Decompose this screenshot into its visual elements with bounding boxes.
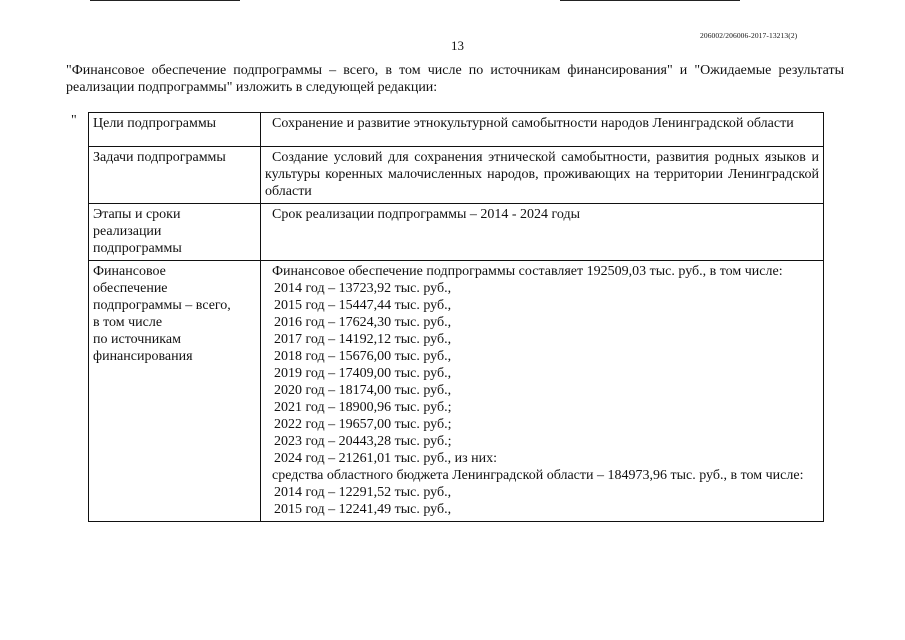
subprogram-passport-table <box>88 112 824 522</box>
document-number: 206002/206006-2017-13213(2) <box>700 31 798 40</box>
finance-year-line: 2020 год – 18174,00 тыс. руб., <box>274 383 452 398</box>
finance-year-line: 2017 год – 14192,12 тыс. руб., <box>274 332 452 347</box>
row-text-stages: Срок реализации подпрограммы – 2014 - 2024 годы <box>261 204 824 261</box>
table-row <box>89 147 824 204</box>
finance-year-line: 2022 год – 19657,00 тыс. руб.; <box>274 417 452 432</box>
row-label-finance-line: по источникам <box>93 332 181 347</box>
row-label-goals: Цели подпрограммы <box>89 113 261 147</box>
row-label-finance-line: обеспечение <box>93 281 168 296</box>
finance-total-text: Финансовое обеспечение подпрограммы составляет 192509,03 тыс. руб., в том числе: <box>272 264 783 279</box>
row-text-finance <box>261 261 824 522</box>
table-row <box>89 113 824 147</box>
finance-year-line: 2014 год – 13723,92 тыс. руб., <box>274 281 452 296</box>
finance-regional-year-line: 2014 год – 12291,52 тыс. руб., <box>274 485 452 500</box>
row-text-goals: Сохранение и развитие этнокультурной самобытности народов Ленинградской области <box>261 113 824 147</box>
intro-paragraph: "Финансовое обеспечение подпрограммы – всего, в том числе по источникам финансирования" и "Ожидаемые результаты реализации подпрограммы" изложить в следующей редакции: <box>66 63 844 95</box>
row-label-finance-line: в том числе <box>93 315 163 330</box>
scan-top-rule-right <box>560 0 740 1</box>
row-label-stages-line: подпрограммы <box>93 241 182 256</box>
row-label-stages-line: Этапы и сроки <box>93 207 181 222</box>
row-label-finance-line: финансирования <box>93 349 193 364</box>
row-label-stages-line: реализации <box>93 224 162 239</box>
page-number: 13 <box>451 38 464 53</box>
table-row <box>89 261 824 522</box>
finance-year-line: 2021 год – 18900,96 тыс. руб.; <box>274 400 452 415</box>
row-label-stages <box>89 204 261 261</box>
row-text-tasks: Создание условий для сохранения этнической самобытности, развития родных языков и культуры коренных малочисленных народов, проживающих на территории Ленинградской области <box>261 147 824 204</box>
row-label-finance-line: Финансовое <box>93 264 166 279</box>
opening-quote-mark: " <box>71 113 77 128</box>
row-label-tasks: Задачи подпрограммы <box>89 147 261 204</box>
finance-year-line: 2023 год – 20443,28 тыс. руб.; <box>274 434 452 449</box>
scan-top-rule-left <box>90 0 240 1</box>
finance-year-line: 2019 год – 17409,00 тыс. руб., <box>274 366 452 381</box>
finance-regional-year-line: 2015 год – 12241,49 тыс. руб., <box>274 502 452 517</box>
finance-year-line: 2015 год – 15447,44 тыс. руб., <box>274 298 452 313</box>
finance-year-line: 2024 год – 21261,01 тыс. руб., из них: <box>274 451 498 466</box>
finance-year-line: 2016 год – 17624,30 тыс. руб., <box>274 315 452 330</box>
table-row <box>89 204 824 261</box>
row-label-finance <box>89 261 261 522</box>
finance-year-line: 2018 год – 15676,00 тыс. руб., <box>274 349 452 364</box>
row-label-finance-line: подпрограммы – всего, <box>93 298 231 313</box>
finance-regional-text: средства областного бюджета Ленинградской области – 184973,96 тыс. руб., в том числе: <box>272 468 804 483</box>
